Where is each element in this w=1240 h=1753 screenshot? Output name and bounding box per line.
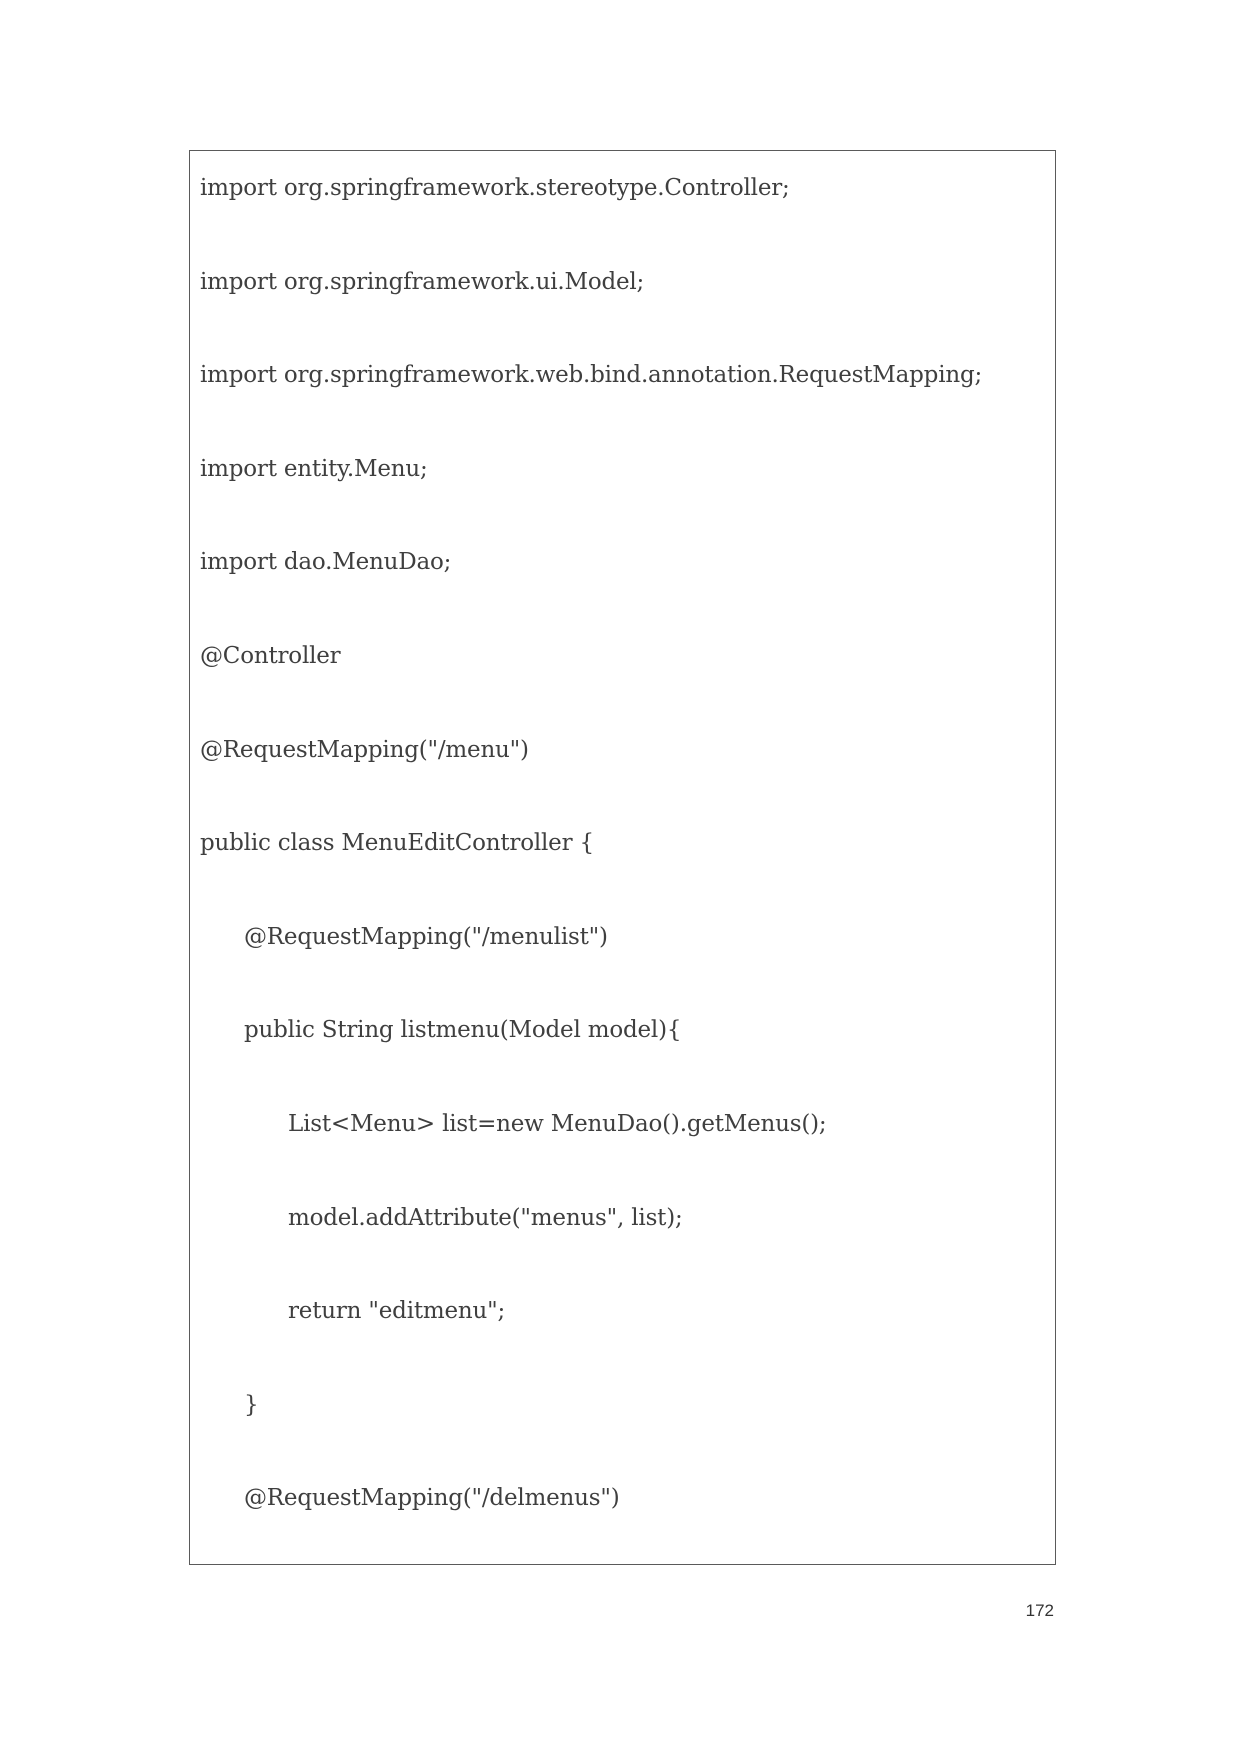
code-line: model.addAttribute("menus", list);	[288, 1204, 683, 1231]
code-line: List<Menu> list=new MenuDao().getMenus();	[288, 1111, 827, 1137]
code-line: @RequestMapping("/delmenus")	[244, 1485, 620, 1512]
code-listing-box	[189, 150, 1056, 1565]
code-line: public class MenuEditController {	[200, 830, 594, 857]
code-line: @RequestMapping("/menulist")	[244, 923, 608, 950]
code-line: import dao.MenuDao;	[200, 549, 452, 576]
code-line: import org.springframework.ui.Model;	[200, 268, 645, 295]
code-line: import entity.Menu;	[200, 455, 428, 482]
code-line: public String listmenu(Model model){	[244, 1017, 682, 1044]
code-line: import org.springframework.web.bind.annotation.RequestMapping;	[200, 362, 983, 389]
code-line: @Controller	[200, 643, 341, 669]
page-number: 172	[1025, 1601, 1054, 1620]
code-line: return "editmenu";	[288, 1298, 506, 1325]
code-line: @RequestMapping("/menu")	[200, 736, 529, 763]
code-line: }	[244, 1391, 259, 1418]
code-line: import org.springframework.stereotype.Controller;	[200, 175, 790, 201]
